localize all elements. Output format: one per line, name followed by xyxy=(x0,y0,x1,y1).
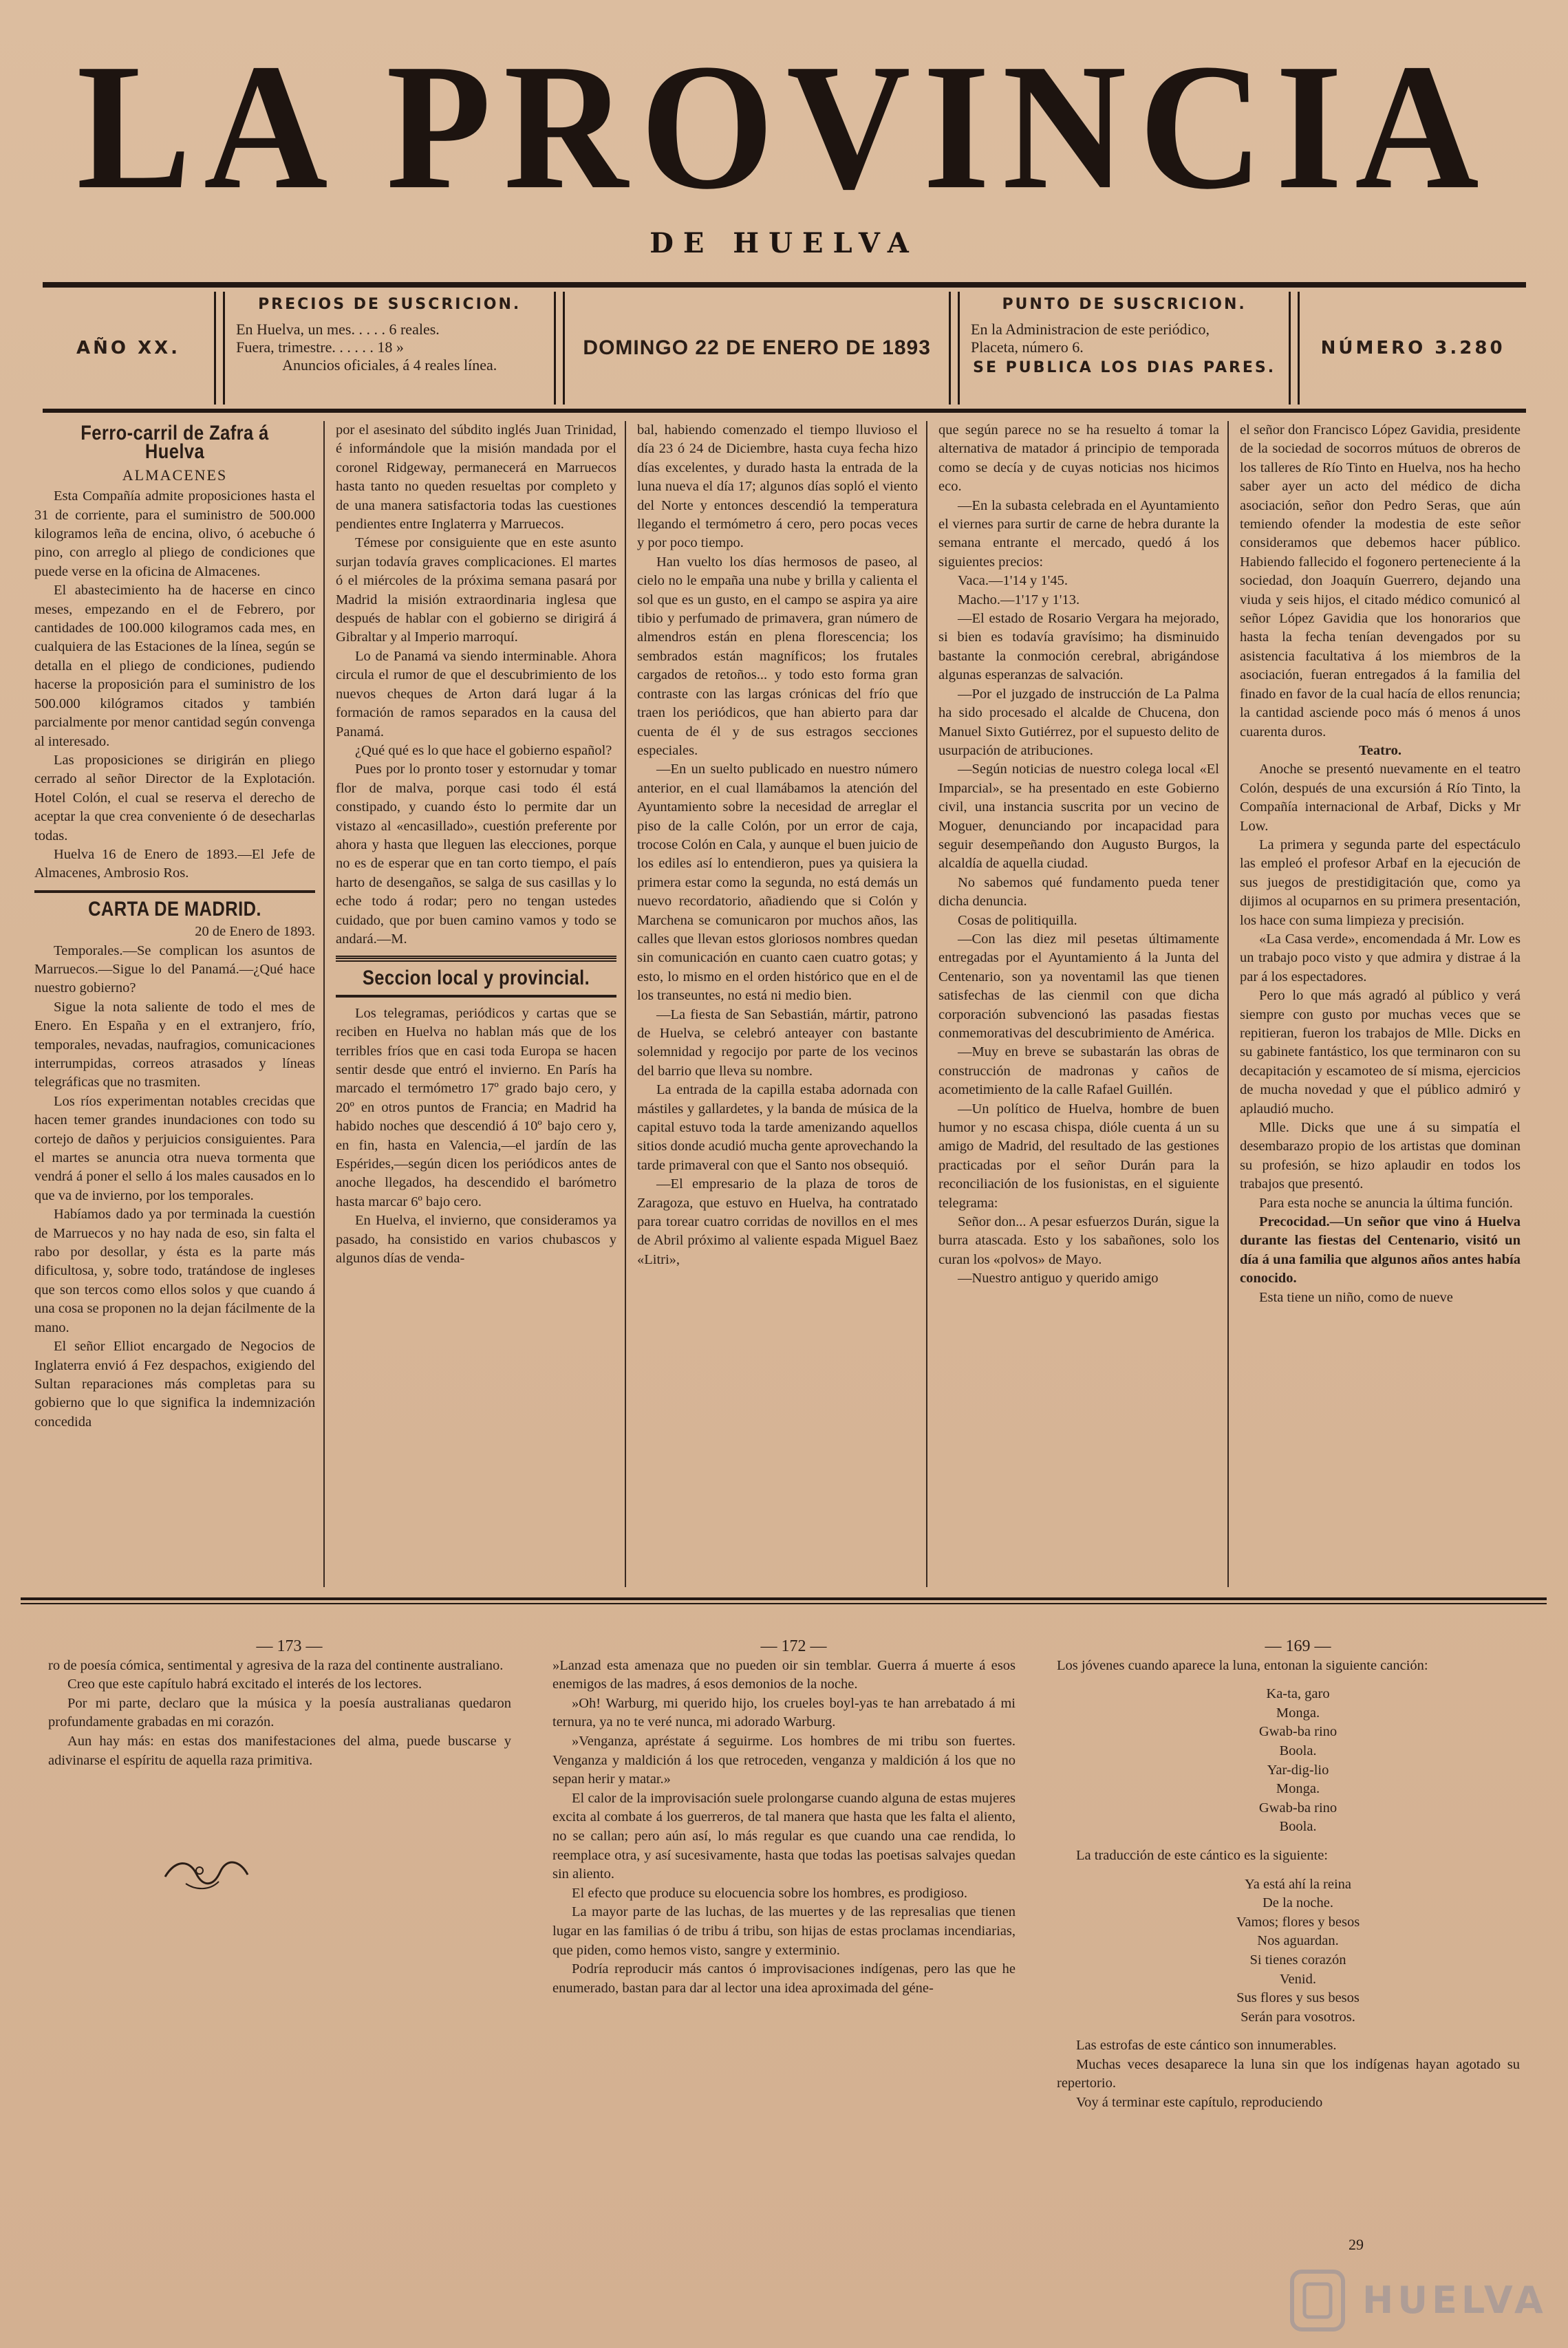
column-1 xyxy=(28,421,322,1587)
verse-line: Ka-ta, garo xyxy=(1266,1686,1330,1702)
paragraph: —En la subasta celebrada en el Ayuntamiento el viernes para surtir de carne de hebra durante la semana entrante el mercado, quedó á los siguientes precios: xyxy=(938,497,1219,570)
newspaper-subtitle: DE HUELVA xyxy=(649,227,919,259)
paragraph: Habíamos dado ya por terminada la cuestión de Marruecos y no hay nada de eso, sin falta el rabo por desollar, y ésta es la parte más dificultosa, y, sobre todo, tratándose de ingleses que son tercos como ellos solos y que cuando á una cosa se proponen no la dejan fácilmente de la mano. xyxy=(34,1207,315,1335)
verse-line: Sus flores y sus besos xyxy=(1236,1990,1360,2006)
paragraph: El calor de la improvisación suele prolongarse cuando alguna de estas mujeres excita al combate á los guerreros, de tal manera que hasta que les falta el aliento, no se callan; pero aún así, lo más regular es que cuando una cae rendida, lo reemplace otra, y así sucesivamente, hasta que todas las poetisas salvajes quedan sin aliento. xyxy=(552,1790,1016,1882)
paragraph: »Venganza, apréstate á seguirme. Los hombres de mi tribu son fuertes. Venganza y maldición á los que retroceden, venganza y maldición á los que no sepan herir y matar.» xyxy=(552,1733,1016,1787)
subscription-point-line: En la Administracion de este periódico, xyxy=(971,321,1210,338)
front-page-columns xyxy=(28,421,1541,1587)
folletin-section xyxy=(28,1637,1541,2325)
paragraph: Sigue la nota saliente de todo el mes de Enero. En España y en el extranjero, frío, temporales, nevadas, naufragios, comunicaciones interrumpidas, correos atrasados y líneas telegráficas que no trasmiten. xyxy=(34,999,315,1090)
translation-verse xyxy=(1057,1875,1520,2027)
prices-title: PRECIOS DE SUSCRICION. xyxy=(258,296,522,313)
paragraph: —Por el juzgado de instrucción de La Palma ha sido procesado el alcalde de Chucena, don Manuel Sixto Gutiérrez, por el supuesto delito de usurpación de atribuciones. xyxy=(938,686,1219,758)
paragraph: ¿Qué qué es lo que hace el gobierno español? xyxy=(355,742,612,758)
paragraph: Aun hay más: en estas dos manifestaciones del alma, puede buscarse y adivinarse el espíritu de aquella raza primitiva. xyxy=(48,1733,511,1768)
sheet-number: 29 xyxy=(1349,2236,1364,2253)
page-number: — 173 — xyxy=(256,1637,323,1655)
paragraph: El abastecimiento ha de hacerse en cinco meses, empezando en el de Febrero, por cantidades de 100.000 kilogramos cada mes, en cualquiera de las Estaciones de la línea, según se detalla en el pliego de condiciones, pudiendo hacerse la proposición para el suministro de los 500.000 kilógramos citados y también parcialmente por menor cantidad según convenga al interesado. xyxy=(34,583,315,749)
paragraph: Mlle. Dicks que une á su simpatía el desembarazo propio de los artistas que dominan su profesión, se hizo aplaudir en todos los trabajos que presentó. xyxy=(1240,1120,1521,1192)
paragraph: Esta tiene un niño, como de nueve xyxy=(1259,1289,1453,1305)
verse-line: Ya está ahí la reina xyxy=(1244,1876,1352,1892)
paragraph: Los telegramas, periódicos y cartas que se reciben en Huelva no hablan más que de los terribles fríos que en casi toda Europa se hacen sentir desde que entró el invierno. En París ha marcado el termómetro 17º grado bajo cero, y 20º en otros puntos de Francia; en Madrid ha habido noches que descendió á 10º bajo cero y, en fin, hasta en Valencia,—el jardín de las Espérides,—según dicen los periódicos antes de anoche llegados, ha descendido el barómetro hasta marcar 6º bajo cero. xyxy=(336,1005,616,1209)
paragraph: Voy á terminar este capítulo, reproduciendo xyxy=(1076,2095,1323,2111)
paragraph: Los jóvenes cuando aparece la luna, entonan la siguiente canción: xyxy=(1057,1657,1428,1673)
paragraph: por el asesinato del súbdito inglés Juan Trinidad, é informándole que la misión mandada por el coronel Ridgeway, permanecerá en Marruecos hasta tanto no queden resueltas por completo y de una manera satisfactoria todas las cuestiones pendientes entre Inglaterra y Marruecos. xyxy=(336,422,616,532)
subscription-point-line: Placeta, número 6. xyxy=(971,338,1084,356)
paragraph: —La fiesta de San Sebastián, mártir, patrono de Huelva, se celebró anteayer con bastante solemnidad y regocijo por parte de los vecinos del barrio que lleva su nombre. xyxy=(637,1006,918,1079)
column-4 xyxy=(932,421,1226,1587)
paragraph: La primera y segunda parte del espectáculo las empleó el profesor Arbaf en la ejecución de sus juegos de prestidigitación que, como ya dijimos al ocuparnos en su primera presentación, los hace con suma limpieza y precisión. xyxy=(1240,837,1521,928)
price-line: Vaca.—1'14 y 1'45. xyxy=(958,573,1068,589)
paragraph: Las estrofas de este cántico son innumerables. xyxy=(1076,2038,1337,2054)
column-5 xyxy=(1233,421,1527,1587)
paragraph: —Un político de Huelva, hombre de buen humor y no escasa chispa, dióle cuenta á un su amigo de Madrid, del resultado de las gestiones practicadas por el señor Durán para la reconciliación de los fusionistas, en el siguiente telegrama: xyxy=(938,1101,1219,1211)
divider xyxy=(34,890,315,893)
paragraph: Huelva 16 de Enero de 1893.—El Jefe de Almacenes, Ambrosio Ros. xyxy=(34,846,315,881)
paragraph: Muchas veces desaparece la luna sin que los indígenas hayan agotado su repertorio. xyxy=(1057,2056,1520,2091)
paragraph: Señor don... A pesar esfuerzos Durán, sigue la burra atascada. Esto y los sabañones, solo los curan los «polvos» de Mayo. xyxy=(938,1214,1219,1267)
year-cell xyxy=(43,288,214,409)
paragraph: —El estado de Rosario Vergara ha mejorado, si bien es todavía gravísimo; ha disminuido bastante la conmoción cerebral, abrigándose algunas esperanzas de salvación. xyxy=(938,611,1219,683)
paragraph: —El empresario de la plaza de toros de Zaragoza, que estuvo en Huelva, ha contratado para torear cuatro corridas de novillos en el mes de Abril próximo al valiente espada Miguel Baez «Litri», xyxy=(637,1176,918,1267)
paragraph: Lo de Panamá va siendo interminable. Ahora circula el rumor de que el descubrimiento de los nuevos cheques de Arton dará lugar á la formación de ramos separados en la causa del Panamá. xyxy=(336,648,616,740)
verse-line: Gwab-ba rino xyxy=(1258,1800,1338,1816)
paragraph: El efecto que produce su elocuencia sobre los hombres, es prodigioso. xyxy=(572,1885,967,1901)
year-label: AÑO XX. xyxy=(76,338,181,358)
paragraph: Pues por lo pronto toser y estornudar y tomar flor de malva, porque casi todo él está constipado, y cuando ésto lo permite dar un vistazo al «encasillado», cuestión preferente por ahora y hasta que lleguen las elecciones, porque no es de esperar que en tan corto tiempo, el país harto de desengaños, se salga de sus casillas y lo eche todo á rodar; pero no tengan ustedes cuidado, que por buen camino vamos y todo se andará.—M. xyxy=(336,762,616,947)
paragraph: Para esta noche se anuncia la última función. xyxy=(1259,1195,1513,1211)
paragraph: Pero lo que más agradó al público y verá siempre con gusto por muchas veces que se repitieran, fueron los trabajos de Mlle. Dicks en su gabinete fantástico, los que terminaron con su decapitación y escamoteo de sí misma, ejercicios de mucha novedad y que el público admiró y aplaudió mucho. xyxy=(1240,988,1521,1117)
dateline: 20 de Enero de 1893. xyxy=(195,924,315,940)
page-number: — 172 — xyxy=(760,1637,827,1655)
newspaper-title: LA PROVINCIA xyxy=(76,27,1492,227)
paragraph: Esta Compañía admite proposiciones hasta el 31 de corriente, para el suministro de 500.000 kilogramos leña de encina, olivo, ó acebuche ó pino, con arreglo al pliego de condiciones que puede verse en la oficina de Almacenes. xyxy=(34,488,315,579)
paragraph: —Con las diez mil pesetas últimamente entregadas por el Ayuntamiento á la Junta del Centenario, son ya noventamil las que tienen satisfechas de las cienmil con que dicha corporación subvencionó las pasadas fiestas conmemorativas del descubrimiento de América. xyxy=(938,931,1219,1041)
folletin-page-173 xyxy=(28,1637,532,2325)
price-line: Macho.—1'17 y 1'13. xyxy=(958,592,1080,607)
folletin-page-169 xyxy=(1036,1637,1540,2325)
paragraph: La traducción de este cántico es la siguiente: xyxy=(1076,1847,1328,1863)
paragraph: —Muy en breve se subastarán las obras de construcción de madronas y caños de acometimiento de la calle Rafael Guillén. xyxy=(938,1044,1219,1098)
paragraph: —En un suelto publicado en nuestro número anterior, en el cual llamábamos la atención del Ayuntamiento sobre la necesidad de arreglar el piso de la calle Colón, por un error de caja, trocose Colón en Cala, y aunque el buen juicio de los ediles así lo entendieron, pues ya quisiera la primera estar como la segunda, no está demás un nuevo recordatorio, añadiendo que si Colón y Marchena se comunicaron por muchos años, las calles que llevan estos gloriosos nombres quedan sin comunicación en cuanto caen cuatro gotas; y esto, lo mismo en el orden histórico que en el de los transeuntes, no está ni medio bien. xyxy=(637,762,918,1004)
divider xyxy=(336,956,616,962)
masthead xyxy=(0,27,1568,259)
paragraph: Anoche se presentó nuevamente en el teatro Colón, después de una excursión á Río Tinto, la Compañía internacional de Arbaf, Dicks y Mr Low. xyxy=(1240,762,1521,834)
divider xyxy=(21,1603,1547,1604)
paragraph: Los ríos experimentan notables crecidas que hacen temer grandes inundaciones con todo su cortejo de daños y perjuicios consiguientes. Para el martes se anuncia otra nueva tormenta que vendrá á poner el sello á los males causados en lo que va de invierno, por los temporales. xyxy=(34,1093,315,1203)
paragraph: Creo que este capítulo habrá excitado el interés de los lectores. xyxy=(67,1677,422,1692)
paragraph: Por mi parte, declaro que la música y la poesía australianas quedaron profundamente grabadas en mi corazón. xyxy=(48,1695,511,1730)
prices-line: En Huelva, un mes. . . . . 6 reales. xyxy=(236,321,440,338)
archive-seal-text: HUELVA xyxy=(1362,2279,1547,2322)
paragraph: Precocidad.—Un señor que vino á Huelva durante las fiestas del Centenario, visitó un día á una familia que algunos años antes había conocido. xyxy=(1240,1214,1521,1286)
info-bar xyxy=(43,282,1526,413)
ornament-flourish-icon xyxy=(158,1853,255,1894)
prices-line: Fuera, trimestre. . . . . . 18 » xyxy=(236,338,404,356)
column-2 xyxy=(329,421,623,1587)
verse-line: Monga. xyxy=(1276,1781,1320,1797)
paragraph: ro de poesía cómica, sentimental y agresiva de la raza del continente australiano. xyxy=(48,1657,504,1673)
article-heading: Seccion local y provincial. xyxy=(362,967,590,990)
page-number: — 169 — xyxy=(1265,1637,1331,1655)
paragraph: »Lanzad esta amenaza que no pueden oir sin temblar. Guerra á muerte á esos enemigos de las madres, á esos demonios de la noche. xyxy=(552,1657,1016,1692)
paragraph: el señor don Francisco López Gavidia, presidente de la sociedad de socorros mútuos de obreros de los talleres de Río Tinto en Huelva, nos ha hecho saber ayer un acto del médico de dicha asociación, señor don Pedro Seras, que aún temiendo ofender la modestia de este señor consideramos que debemos hacer público. Habiendo fallecido el fogonero perteneciente á la sociedad, don Joaquín Guerrero, dejando una viuda y seis hijos, el citado médico comunicó al señor López Gavidia que los honorarios que hasta la fecha tenían devengados por su asistencia facultativa á los miembros de la asociación, fueran entregados á la familia del finado en favor de la cual hacía de ellos renuncia; la cantidad asciende poco más ó menos á unos cuarenta duros. xyxy=(1240,422,1521,740)
verse-line: Monga. xyxy=(1276,1705,1320,1721)
issue-number: NÚMERO 3.280 xyxy=(1320,338,1505,358)
article-heading: CARTA DE MADRID. xyxy=(88,897,261,920)
verse-line: Boola. xyxy=(1279,1743,1317,1758)
paragraph: —Nuestro antiguo y querido amigo xyxy=(958,1271,1159,1286)
paragraph: Témese por consiguiente que en este asunto surjan todavía graves complicaciones. El martes ó el miércoles de la próxima semana pasará por Madrid la misión extraordinaria inglesa que después de hablar con el gobierno se dirigirá á Gibraltar y al Imperio marroquí. xyxy=(336,535,616,645)
folletin-page-172 xyxy=(532,1637,1036,2325)
divider xyxy=(336,995,616,998)
verse-line: Nos aguardan. xyxy=(1257,1933,1339,1949)
paragraph: El señor Elliot encargado de Negocios de Inglaterra envió á Fez despachos, exigiendo del Sultan reparaciones más completas para su gobierno que lo que significa la indemnización concedida xyxy=(34,1339,315,1430)
article-heading: Ferro-carril de Zafra á Huelva xyxy=(80,422,269,464)
prices-line: Anuncios oficiales, á 4 reales línea. xyxy=(282,356,497,374)
paragraph: «La Casa verde», encomendada á Mr. Low es un trabajo poco visto y que admira y distrae á la par á los espectadores. xyxy=(1240,931,1521,984)
paragraph: —Según noticias de nuestro colega local «El Imparcial», se ha presentado en este Gobierno civil, una instancia suscrita por un vecino de Moguer, denunciando por incapacidad para seguir desempeñando don Augusto Burgos, la alcaldía de aquella ciudad. xyxy=(938,762,1219,872)
paragraph: Cosas de politiquilla. xyxy=(958,912,1077,928)
subscription-point-cell xyxy=(960,288,1289,409)
article-subheading: ALMACENES xyxy=(122,466,228,484)
paragraph: Las proposiciones se dirigirán en pliego cerrado al señor Director de la Explotación. Hotel Colón, el cual se reserva el derecho de aceptar la que crea conveniente ó de desecharlas todas. xyxy=(34,752,315,843)
publication-schedule: SE PUBLICA LOS DIAS PARES. xyxy=(973,359,1276,376)
verse-line: Gwab-ba rino xyxy=(1258,1724,1338,1740)
paragraph: »Oh! Warburg, mi querido hijo, los crueles boyl-yas te han arrebatado á mi ternura, ya no te veré nunca, mi adorado Warburg. xyxy=(552,1695,1016,1730)
prices-cell xyxy=(225,288,554,409)
paragraph: Han vuelto los días hermosos de paseo, al cielo no le empaña una nube y brilla y calienta el sol que es un gusto, en el campo se aspira ya aire tibio y perfumado de primavera, gran número de almendros están en plena florescencia; los sembrados están magníficos; los frutales cargados de retoños... y todo esto forma gran contraste con las largas crónicas del frío que traen los periódicos, que han abierto para dar cuenta de él y de sus estragos secciones especiales. xyxy=(637,554,918,758)
archive-seal-icon xyxy=(1287,2266,1349,2335)
paragraph: Podría reproducir más cantos ó improvisaciones indígenas, pero las que he enumerado, bastan para dar al lector una idea aproximada del géne- xyxy=(552,1961,1016,1996)
verse-line: Venid. xyxy=(1280,1971,1316,1987)
verse-line: De la noche. xyxy=(1262,1895,1334,1911)
verse-line: Vamos; flores y besos xyxy=(1236,1914,1360,1930)
verse-line: Serán para vosotros. xyxy=(1241,2009,1355,2025)
number-cell xyxy=(1300,288,1526,409)
subscription-point-title: PUNTO DE SUSCRICION. xyxy=(1002,296,1247,313)
paragraph: En Huelva, el invierno, que consideramos ya pasado, ha consistido en varios chubascos y algunos días de venda- xyxy=(336,1213,616,1267)
divider xyxy=(21,1597,1547,1600)
verse-line: Yar-dig-lio xyxy=(1267,1762,1329,1778)
paragraph: que según parece no se ha resuelto á tomar la alternativa de matador á principio de temporada como se decía y de cuyas noticias nos hicimos eco. xyxy=(938,422,1219,495)
paragraph: bal, habiendo comenzado el tiempo lluvioso el día 23 ó 24 de Diciembre, hasta cuya fecha hizo días excelentes, y durado hasta la entrada de la luna nueva el día 17; algunos días sopló el viento del Norte y entonces descendió la temperatura llegando el termómetro á cero, pero pocas veces y por poco tiempo. xyxy=(637,422,918,551)
archive-seal xyxy=(1287,2263,1547,2339)
song-verse xyxy=(1057,1685,1520,1837)
paragraph: La mayor parte de las luchas, de las muertes y de las represalias que tienen lugar en las familias ó de tribu á tribu, son hijas de estas proclamas incendiarias, que piden, como hemos visto, sangre y exterminio. xyxy=(552,1904,1016,1958)
date-cell xyxy=(565,288,949,409)
section-heading: Teatro. xyxy=(1358,742,1402,758)
issue-date: DOMINGO 22 DE ENERO DE 1893 xyxy=(583,336,931,359)
paragraph: No sabemos qué fundamento pueda tener dicha denuncia. xyxy=(938,874,1219,909)
verse-line: Boola. xyxy=(1279,1819,1317,1835)
verse-line: Si tienes corazón xyxy=(1249,1952,1346,1968)
paragraph: La entrada de la capilla estaba adornada con mástiles y gallardetes, y la banda de música de la capital estuvo toda la tarde amenizando aquellos sitios donde acudió mucha gente aprovechando la tarde primaveral con que el Santo nos obsequió. xyxy=(637,1082,918,1173)
column-3 xyxy=(630,421,925,1587)
paragraph: Temporales.—Se complican los asuntos de Marruecos.—Sigue lo del Panamá.—¿Qué hace nuestro gobierno? xyxy=(34,943,315,996)
